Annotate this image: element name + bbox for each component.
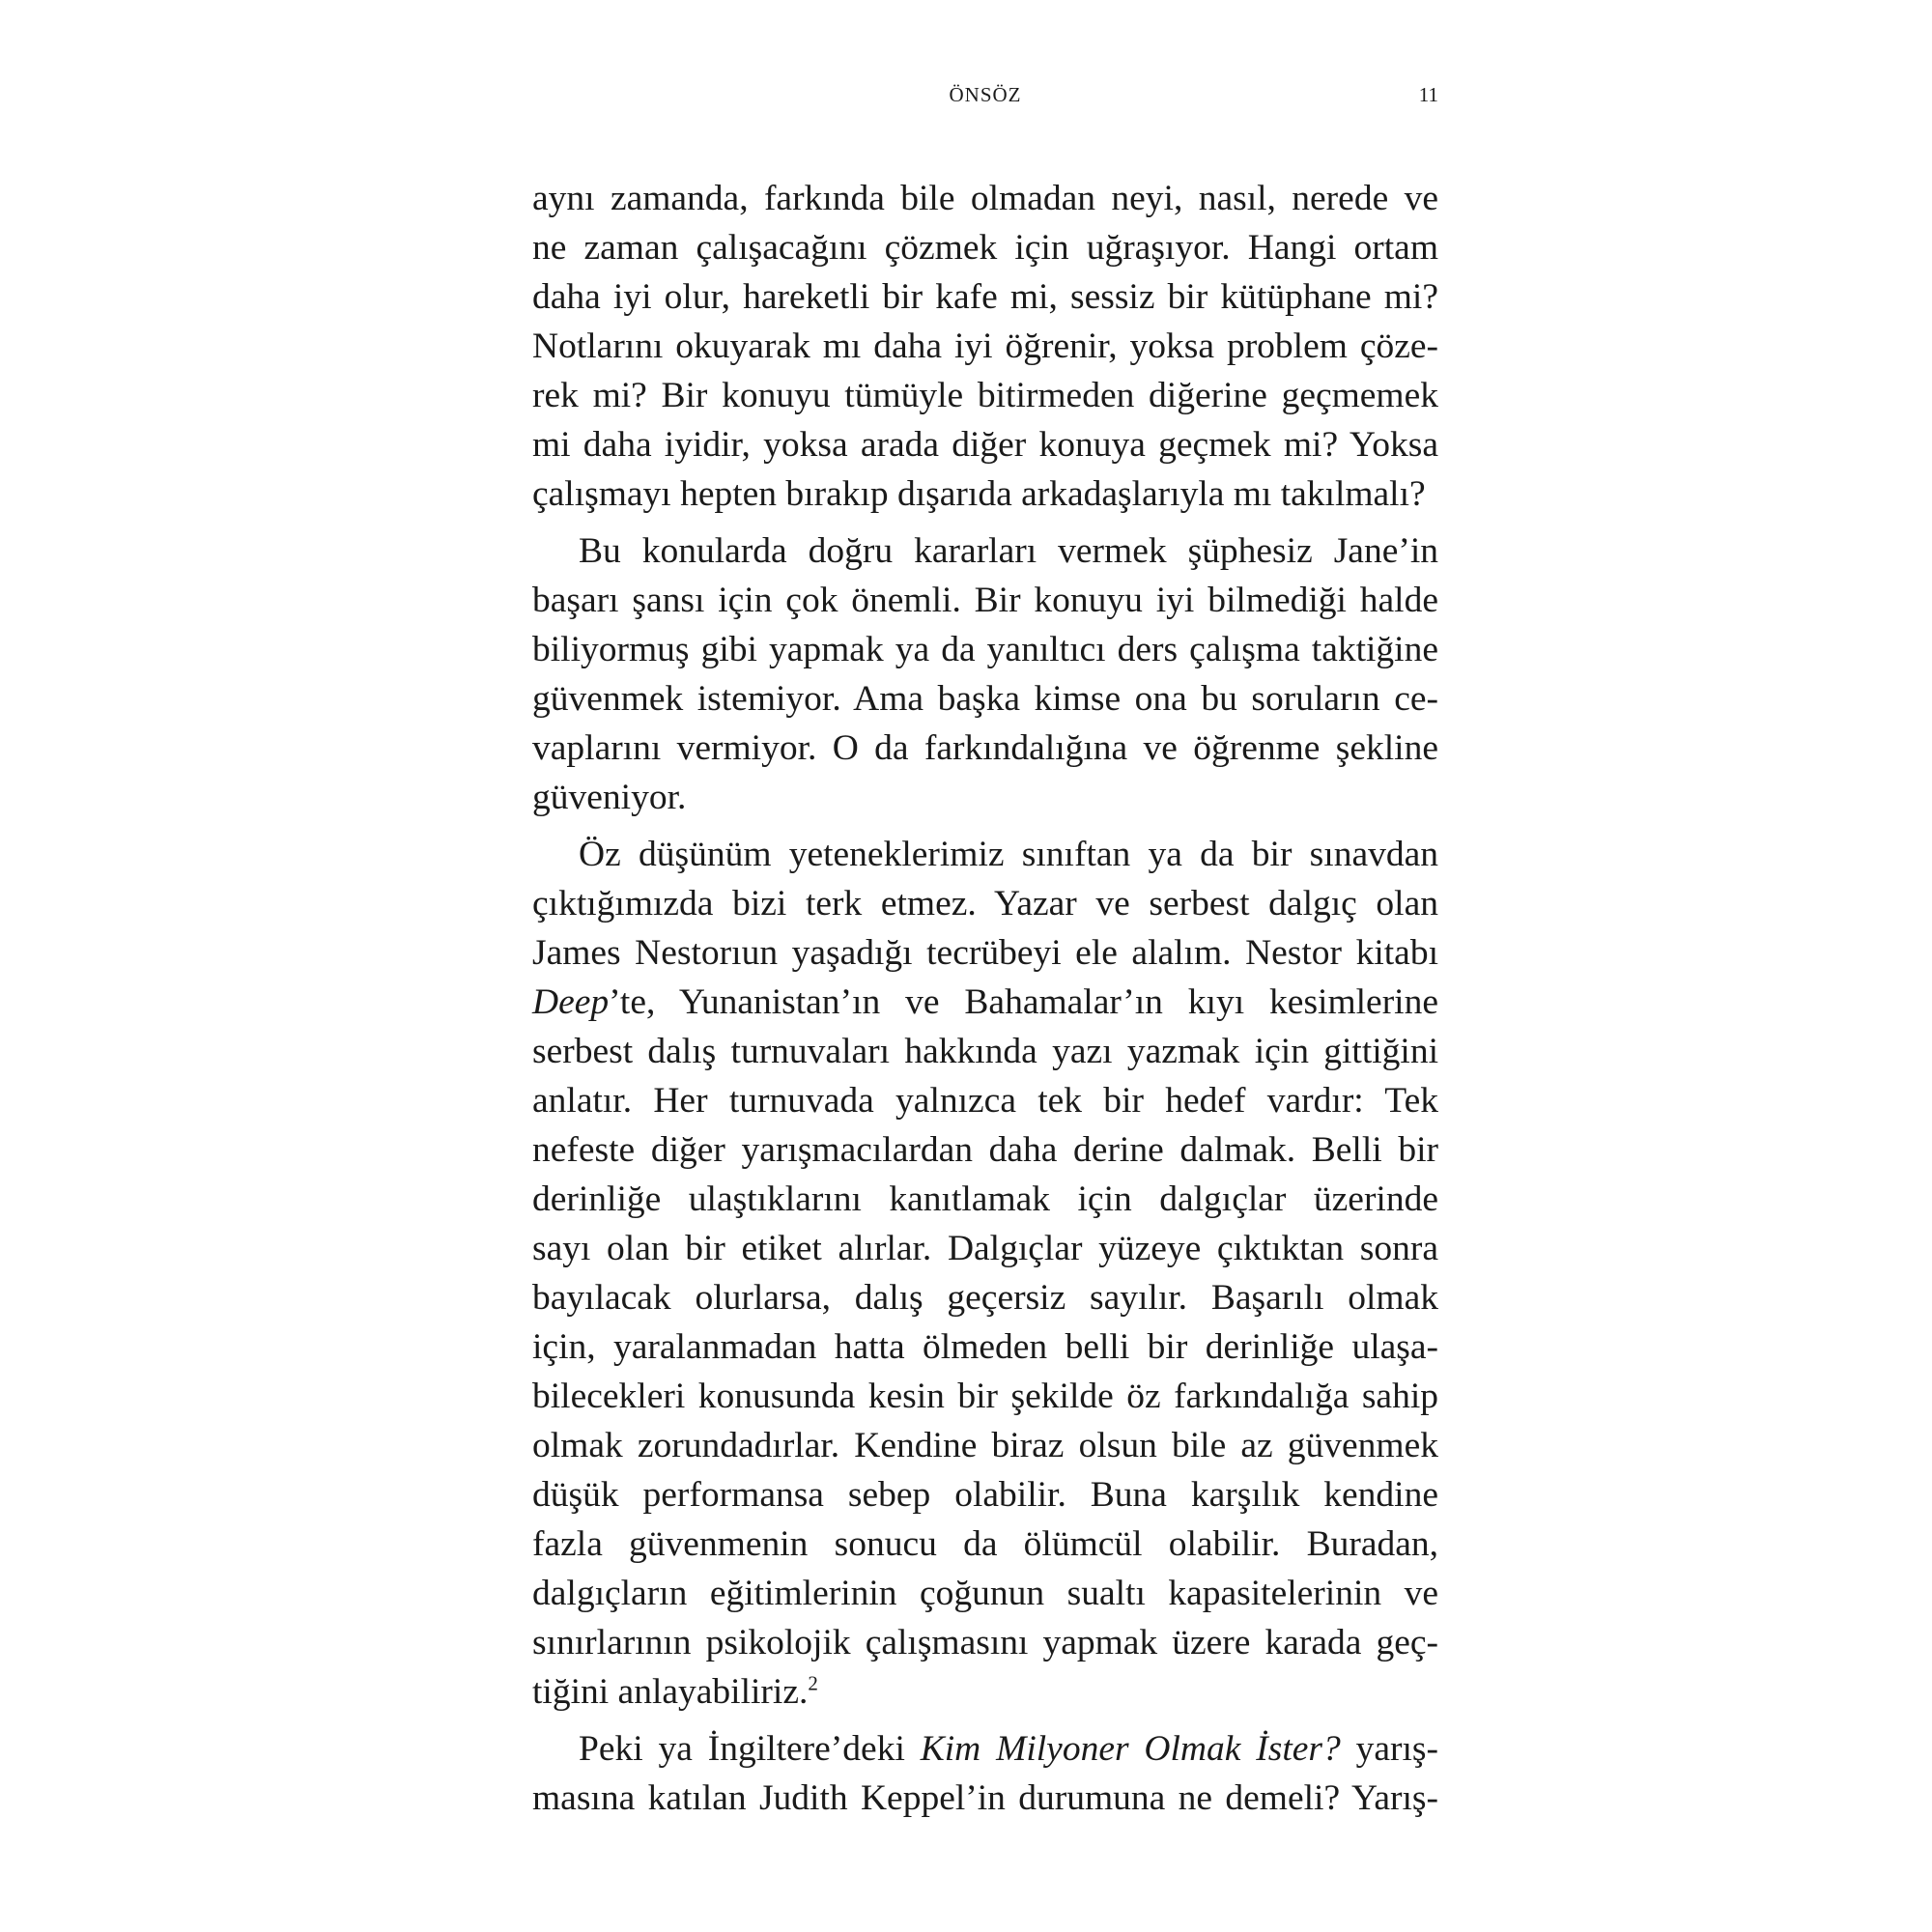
text-segment: ’te, Yunanistan’ın ve Bahamalar’ın kıyı kesimlerine bbox=[609, 982, 1438, 1022]
text-segment: yarış- bbox=[1340, 1729, 1439, 1769]
text-line: güvenmek istemiyor. Ama başka kimse ona bu soruların ce- bbox=[532, 679, 1438, 719]
paragraph-1 bbox=[532, 174, 1438, 519]
book-title-italic: Deep bbox=[532, 982, 610, 1022]
text-line bbox=[532, 978, 1438, 1027]
text-line: düşük performansa sebep olabilir. Buna karşılık kendine bbox=[532, 1475, 1438, 1515]
paragraph-3 bbox=[532, 830, 1438, 1717]
text-line: rek mi? Bir konuyu tümüyle bitirmeden diğerine geçmemek bbox=[532, 376, 1438, 415]
text-line: başarı şansı için çok önemli. Bir konuyu iyi bilmediği halde bbox=[532, 581, 1438, 620]
text-line: Bu konularda doğru kararları vermek şüphesiz Jane’in bbox=[579, 531, 1438, 571]
text-line: aynı zamanda, farkında bile olmadan neyi, nasıl, nerede ve bbox=[532, 179, 1438, 218]
text-line: James Nestorıun yaşadığı tecrübeyi ele alalım. Nestor kitabı bbox=[532, 933, 1438, 973]
text-segment: Peki ya İngiltere’deki bbox=[579, 1729, 921, 1769]
text-line: güveniyor. bbox=[532, 778, 687, 817]
text-line: için, yaralanmadan hatta ölmeden belli bir derinliğe ulaşa- bbox=[532, 1327, 1438, 1367]
text-line: Notlarını okuyarak mı daha iyi öğrenir, yoksa problem çöze- bbox=[532, 327, 1438, 366]
text-line bbox=[532, 1667, 1438, 1717]
footnote-reference[interactable]: 2 bbox=[808, 1671, 818, 1695]
text-line: sayı olan bir etiket alırlar. Dalgıçlar yüzeye çıktıktan sonra bbox=[532, 1229, 1438, 1268]
text-line: anlatır. Her turnuvada yalnızca tek bir hedef vardır: Tek bbox=[532, 1081, 1438, 1121]
paragraph-4 bbox=[532, 1724, 1438, 1823]
text-line: ne zaman çalışacağını çözmek için uğraşıyor. Hangi ortam bbox=[532, 228, 1438, 268]
text-line: mi daha iyidir, yoksa arada diğer konuya geçmek mi? Yoksa bbox=[532, 425, 1438, 465]
text-line: serbest dalış turnuvaları hakkında yazı yazmak için gittiğini bbox=[532, 1032, 1438, 1071]
text-line: derinliğe ulaştıklarını kanıtlamak için dalgıçlar üzerinde bbox=[532, 1179, 1438, 1219]
body-text bbox=[532, 174, 1438, 1823]
text-line: masına katılan Judith Keppel’in durumuna ne demeli? Yarış- bbox=[532, 1778, 1438, 1818]
text-line: olmak zorundadırlar. Kendine biraz olsun bile az güvenmek bbox=[532, 1426, 1438, 1465]
page-header bbox=[532, 83, 1438, 112]
text-segment: tiğini anlayabiliriz. bbox=[532, 1672, 809, 1712]
text-line: bayılacak olurlarsa, dalış geçersiz sayılır. Başarılı olmak bbox=[532, 1278, 1438, 1318]
paragraph-2 bbox=[532, 526, 1438, 822]
page-number: 11 bbox=[1418, 83, 1438, 106]
text-line: Öz düşünüm yeteneklerimiz sınıftan ya da bir sınavdan bbox=[579, 835, 1438, 874]
text-line: çalışmayı hepten bırakıp dışarıda arkadaşlarıyla mı takılmalı? bbox=[532, 474, 1426, 514]
text-line: nefeste diğer yarışmacılardan daha derine dalmak. Belli bir bbox=[532, 1130, 1438, 1170]
text-line: sınırlarının psikolojik çalışmasını yapmak üzere karada geç- bbox=[532, 1623, 1438, 1662]
text-line: vaplarını vermiyor. O da farkındalığına ve öğrenme şekline bbox=[532, 728, 1438, 768]
show-title-italic: Kim Milyoner Olmak İster? bbox=[920, 1729, 1341, 1769]
text-line bbox=[532, 1724, 1438, 1774]
text-line: fazla güvenmenin sonucu da ölümcül olabilir. Buradan, bbox=[532, 1524, 1438, 1564]
text-line: bilecekleri konusunda kesin bir şekilde öz farkındalığa sahip bbox=[532, 1377, 1438, 1416]
running-head: ÖNSÖZ bbox=[949, 83, 1022, 106]
text-line: daha iyi olur, hareketli bir kafe mi, sessiz bir kütüphane mi? bbox=[532, 277, 1438, 317]
text-line: çıktığımızda bizi terk etmez. Yazar ve serbest dalgıç olan bbox=[532, 884, 1438, 923]
text-line: biliyormuş gibi yapmak ya da yanıltıcı ders çalışma taktiğine bbox=[532, 630, 1438, 669]
text-line: dalgıçların eğitimlerinin çoğunun sualtı kapasitelerinin ve bbox=[532, 1574, 1438, 1613]
